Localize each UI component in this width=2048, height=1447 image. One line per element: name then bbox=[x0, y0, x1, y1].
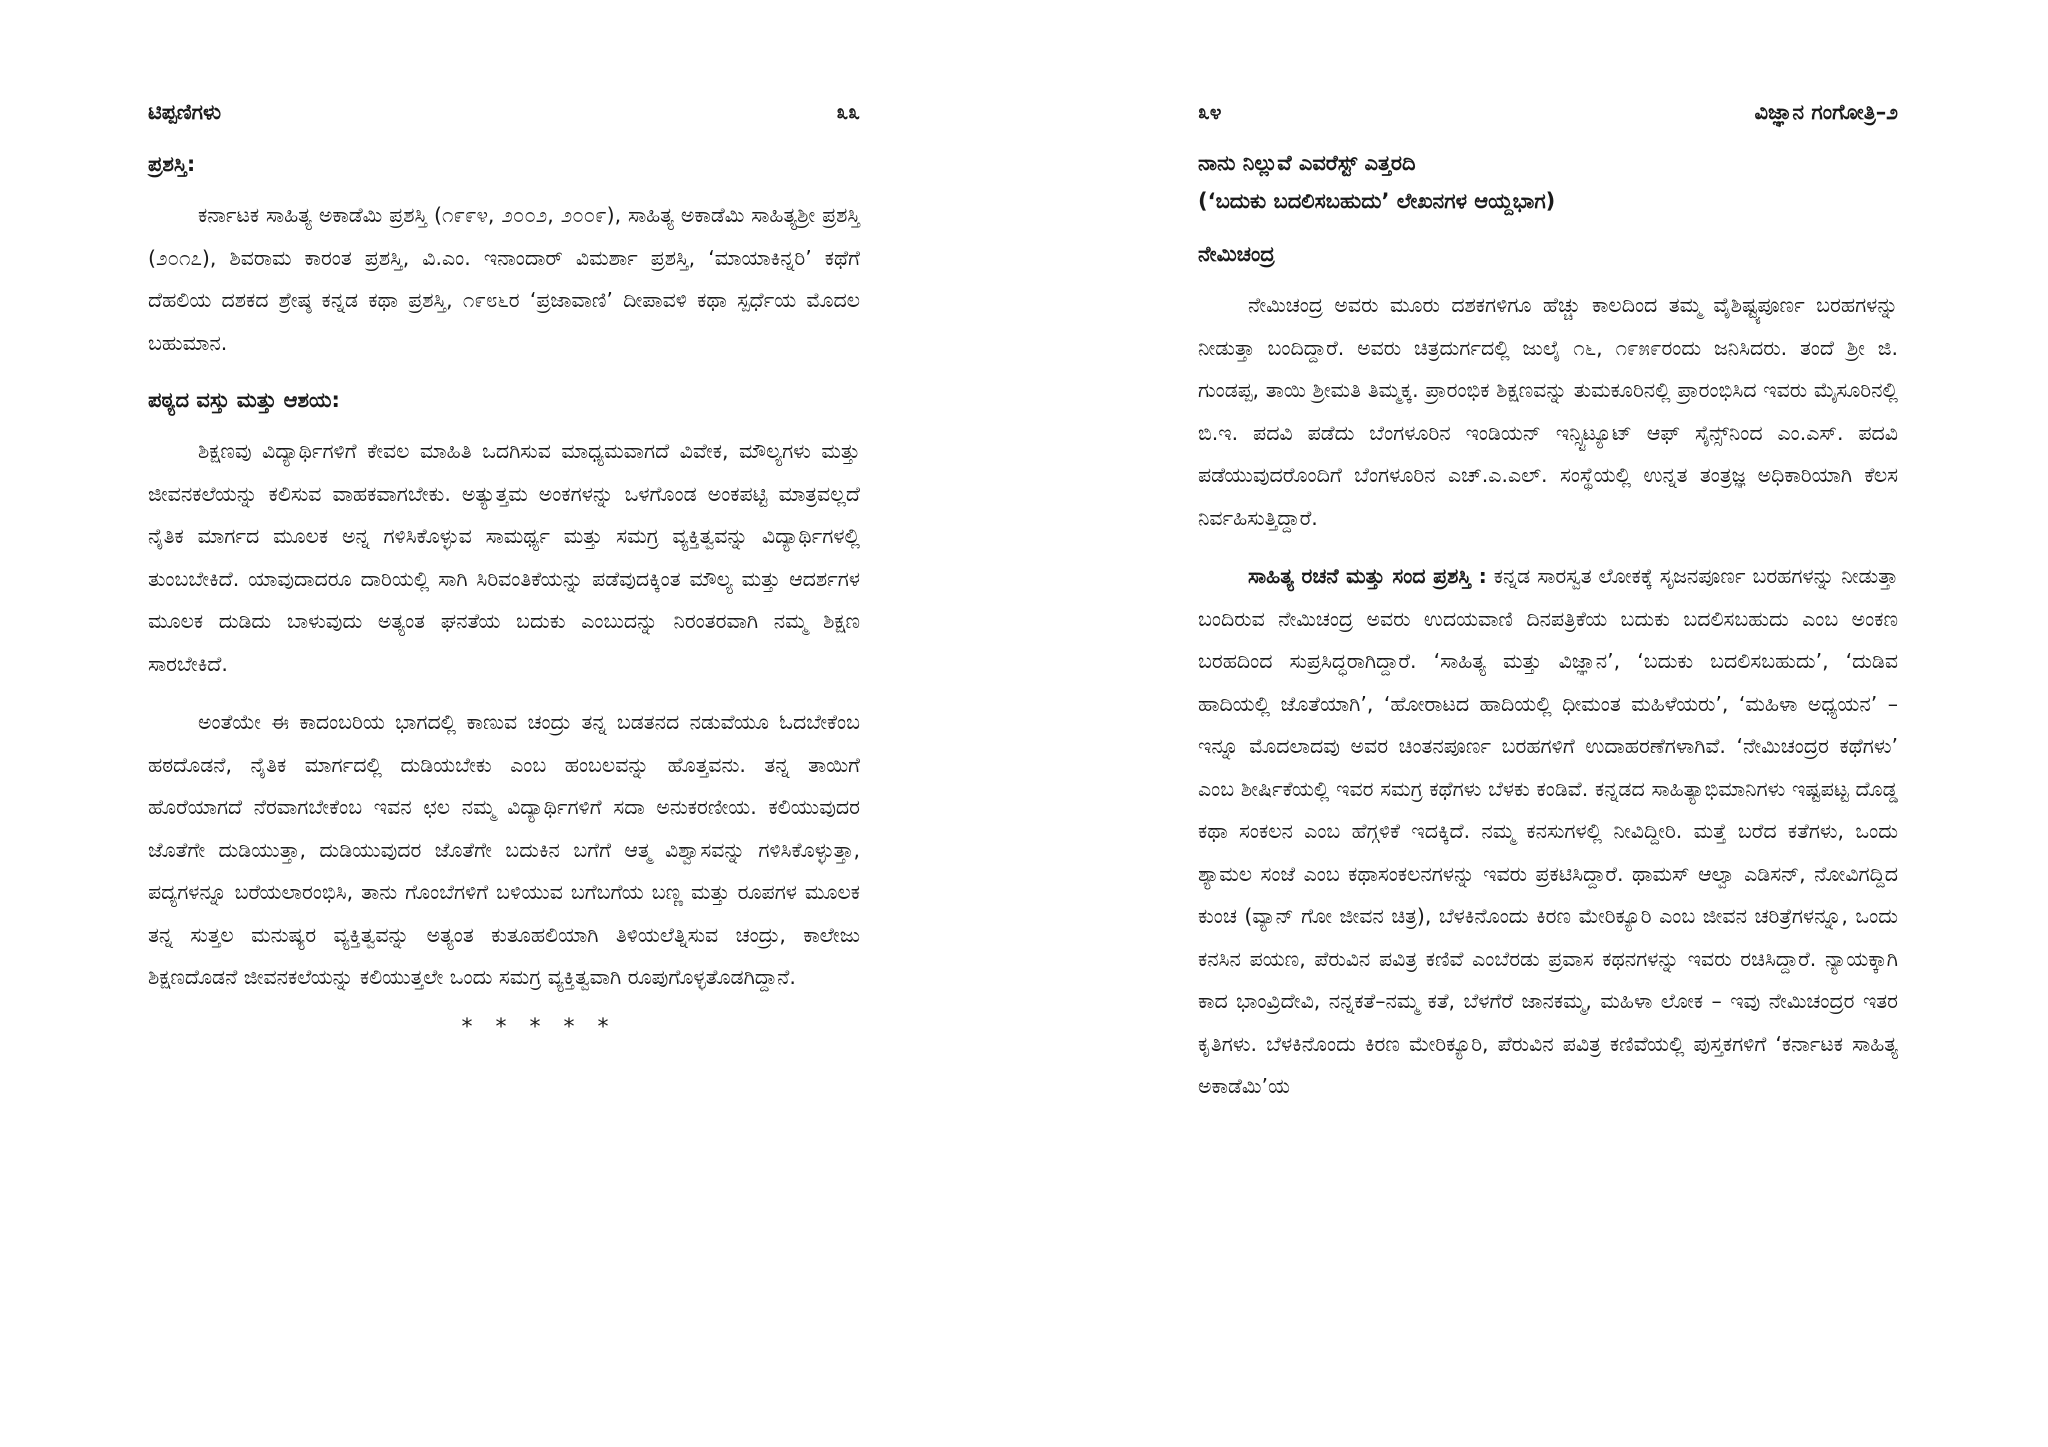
bio-paragraph: ನೇಮಿಚಂದ್ರ ಅವರು ಮೂರು ದಶಕಗಳಿಗೂ ಹೆಚ್ಚು ಕಾಲದಿಂದ ತಮ್ಮ ವೈಶಿಷ್ಟ್ಯಪೂರ್ಣ ಬರಹಗಳನ್ನು ನೀಡುತ್ತಾ ಬಂದಿದ್ದಾರೆ. ಅವರು ಚಿತ್ರದುರ್ಗದಲ್ಲಿ ಜುಲೈ ೧೬, ೧೯೫೯ರಂದು ಜನಿಸಿದರು. ತಂದೆ ಶ್ರೀ ಜಿ. ಗುಂಡಪ್ಪ, ತಾಯಿ ಶ್ರೀಮತಿ ತಿಮ್ಮಕ್ಕ. ಪ್ರಾರಂಭಿಕ ಶಿಕ್ಷಣವನ್ನು ತುಮಕೂರಿನಲ್ಲಿ ಪ್ರಾರಂಭಿಸಿದ ಇವರು ಮೈಸೂರಿನಲ್ಲಿ ಬಿ.ಇ. ಪದವಿ ಪಡೆದು ಬೆಂಗಳೂರಿನ ಇಂಡಿಯನ್ ಇನ್ಸ್ಟಿಟ್ಯೂಟ್ ಆಫ್ ಸೈನ್ಸ್‌ನಿಂದ ಎಂ.ಎಸ್. ಪದವಿ ಪಡೆಯುವುದರೊಂದಿಗೆ ಬೆಂಗಳೂರಿನ ಎಚ್.ಎ.ಎಲ್. ಸಂಸ್ಥೆಯಲ್ಲಿ ಉನ್ನತ ತಂತ್ರಜ್ಞ ಅಧಿಕಾರಿಯಾಗಿ ಕೆಲಸ ನಿರ್ವಹಿಸುತ್ತಿದ್ದಾರೆ. bbox=[1198, 293, 1898, 530]
awards-paragraph: ಕರ್ನಾಟಕ ಸಾಹಿತ್ಯ ಅಕಾಡೆಮಿ ಪ್ರಶಸ್ತಿ (೧೯೯೪, ೨೦೦೨, ೨೦೦೯), ಸಾಹಿತ್ಯ ಅಕಾಡೆಮಿ ಸಾಹಿತ್ಯಶ್ರೀ ಪ್ರಶಸ್ತಿ (೨೦೧೭), ಶಿವರಾಮ ಕಾರಂತ ಪ್ರಶಸ್ತಿ, ವಿ.ಎಂ. ಇನಾಂದಾರ್ ವಿಮರ್ಶಾ ಪ್ರಶಸ್ತಿ, ‘ಮಾಯಾಕಿನ್ನರಿ’ ಕಥೆಗೆ ದೆಹಲಿಯ ದಶಕದ ಶ್ರೇಷ್ಠ ಕನ್ನಡ ಕಥಾ ಪ್ರಶಸ್ತಿ, ೧೯೮೬ರ ‘ಪ್ರಜಾವಾಣಿ’ ದೀಪಾವಳಿ ಕಥಾ ಸ್ಪರ್ಧೆಯ ಮೊದಲ ಬಹುಮಾನ. bbox=[148, 203, 860, 355]
theme-paragraph-2: ಅಂತೆಯೇ ಈ ಕಾದಂಬರಿಯ ಭಾಗದಲ್ಲಿ ಕಾಣುವ ಚಂದ್ರು ತನ್ನ ಬಡತನದ ನಡುವೆಯೂ ಓದಬೇಕೆಂಬ ಹಠದೊಡನೆ, ನೈತಿಕ ಮಾರ್ಗದಲ್ಲಿ ದುಡಿಯಬೇಕು ಎಂಬ ಹಂಬಲವನ್ನು ಹೊತ್ತವನು. ತನ್ನ ತಾಯಿಗೆ ಹೊರೆಯಾಗದೆ ನೆರವಾಗಬೇಕೆಂಬ ಇವನ ಛಲ ನಮ್ಮ ವಿದ್ಯಾರ್ಥಿಗಳಿಗೆ ಸದಾ ಅನುಕರಣೀಯ. ಕಲಿಯುವುದರ ಜೊತೆಗೇ ದುಡಿಯುತ್ತಾ, ದುಡಿಯುವುದರ ಜೊತೆಗೇ ಬದುಕಿನ ಬಗೆಗೆ ಆತ್ಮ ವಿಶ್ವಾಸವನ್ನು ಗಳಿಸಿಕೊಳ್ಳುತ್ತಾ, ಪದ್ಯಗಳನ್ನೂ ಬರೆಯಲಾರಂಭಿಸಿ, ತಾನು ಗೊಂಬೆಗಳಿಗೆ ಬಳಿಯುವ ಬಗೆಬಗೆಯ ಬಣ್ಣ ಮತ್ತು ರೂಪಗಳ ಮೂಲಕ ತನ್ನ ಸುತ್ತಲ ಮನುಷ್ಯರ ವ್ಯಕ್ತಿತ್ವವನ್ನು ಅತ್ಯಂತ ಕುತೂಹಲಿಯಾಗಿ ತಿಳಿಯಲೆತ್ನಿಸುವ ಚಂದ್ರು, ಕಾಲೇಜು ಶಿಕ್ಷಣದೊಡನೆ ಜೀವನಕಲೆಯನ್ನು ಕಲಿಯುತ್ತಲೇ ಒಂದು ಸಮಗ್ರ ವ್ಯಕ್ತಿತ್ವವಾಗಿ ರೂಪುಗೊಳ್ಳತೊಡಗಿದ್ದಾನೆ. bbox=[148, 710, 860, 989]
chapter-subtitle: (‘ಬದುಕು ಬದಲಿಸಬಹುದು’ ಲೇಖನಗಳ ಆಯ್ದಭಾಗ) bbox=[1198, 189, 1556, 213]
left-page bbox=[148, 100, 860, 1040]
right-header-title: ವಿಜ್ಞಾನ ಗಂಗೋತ್ರಿ–೨ bbox=[1754, 100, 1898, 124]
right-page-number: ೩೪ bbox=[1198, 100, 1222, 124]
theme-heading: ಪಠ್ಯದ ವಸ್ತು ಮತ್ತು ಆಶಯ: bbox=[148, 388, 340, 412]
author-heading: ನೇಮಿಚಂದ್ರ bbox=[1198, 242, 1275, 266]
left-header-title: ಟಿಪ್ಪಣಿಗಳು bbox=[148, 100, 222, 124]
works-text: ಕನ್ನಡ ಸಾರಸ್ವತ ಲೋಕಕ್ಕೆ ಸೃಜನಪೂರ್ಣ ಬರಹಗಳನ್ನು ನೀಡುತ್ತಾ ಬಂದಿರುವ ನೇಮಿಚಂದ್ರ ಅವರು ಉದಯವಾಣಿ ದಿನಪತ್ರಿಕೆಯ ಬದುಕು ಬದಲಿಸಬಹುದು ಎಂಬ ಅಂಕಣ ಬರಹದಿಂದ ಸುಪ್ರಸಿದ್ಧರಾಗಿದ್ದಾರೆ. ‘ಸಾಹಿತ್ಯ ಮತ್ತು ವಿಜ್ಞಾನ’, ‘ಬದುಕು ಬದಲಿಸಬಹುದು’, ‘ದುಡಿವ ಹಾದಿಯಲ್ಲಿ ಜೊತೆಯಾಗಿ’, ‘ಹೋರಾಟದ ಹಾದಿಯಲ್ಲಿ ಧೀಮಂತ ಮಹಿಳೆಯರು’, ‘ಮಹಿಳಾ ಅಧ್ಯಯನ’ – ಇನ್ನೂ ಮೊದಲಾದವು ಅವರ ಚಿಂತನಪೂರ್ಣ ಬರಹಗಳಿಗೆ ಉದಾಹರಣೆಗಳಾಗಿವೆ. ‘ನೇಮಿಚಂದ್ರರ ಕಥೆಗಳು’ ಎಂಬ ಶೀರ್ಷಿಕೆಯಲ್ಲಿ ಇವರ ಸಮಗ್ರ ಕಥೆಗಳು ಬೆಳಕು ಕಂಡಿವೆ. ಕನ್ನಡದ ಸಾಹಿತ್ಯಾಭಿಮಾನಿಗಳು ಇಷ್ಟಪಟ್ಟ ದೊಡ್ಡ ಕಥಾ ಸಂಕಲನ ಎಂಬ ಹೆಗ್ಗಳಿಕೆ ಇದಕ್ಕಿದೆ. ನಮ್ಮ ಕನಸುಗಳಲ್ಲಿ ನೀವಿದ್ದೀರಿ. ಮತ್ತೆ ಬರೆದ ಕತೆಗಳು, ಒಂದು ಶ್ಯಾಮಲ ಸಂಜೆ ಎಂಬ ಕಥಾಸಂಕಲನಗಳನ್ನು ಇವರು ಪ್ರಕಟಿಸಿದ್ದಾರೆ. ಥಾಮಸ್ ಆಲ್ವಾ ಎಡಿಸನ್, ನೋವಿಗದ್ದಿದ ಕುಂಚ (ವ್ಯಾನ್ ಗೋ ಜೀವನ ಚಿತ್ರ), ಬೆಳಕಿನೊಂದು ಕಿರಣ ಮೇರಿಕ್ಯೂರಿ ಎಂಬ ಜೀವನ ಚರಿತ್ರೆಗಳನ್ನೂ, ಒಂದು ಕನಸಿನ ಪಯಣ, ಪೆರುವಿನ ಪವಿತ್ರ ಕಣಿವೆ ಎಂಬೆರಡು ಪ್ರವಾಸ ಕಥನಗಳನ್ನು ಇವರು ರಚಿಸಿದ್ದಾರೆ. ನ್ಯಾಯಕ್ಕಾಗಿ ಕಾದ ಭಾಂವ್ರಿದೇವಿ, ನನ್ನಕತೆ–ನಮ್ಮ ಕತೆ, ಬೆಳಗೆರೆ ಜಾನಕಮ್ಮ, ಮಹಿಳಾ ಲೋಕ – ಇವು ನೇಮಿಚಂದ್ರರ ಇತರ ಕೃತಿಗಳು. ಬೆಳಕಿನೊಂದು ಕಿರಣ ಮೇರಿಕ್ಯೂರಿ, ಪೆರುವಿನ ಪವಿತ್ರ ಕಣಿವೆಯಲ್ಲಿ ಪುಸ್ತಕಗಳಿಗೆ ‘ಕರ್ನಾಟಕ ಸಾಹಿತ್ಯ ಅಕಾಡೆಮಿ’ಯ bbox=[1198, 564, 1898, 1098]
awards-heading: ಪ್ರಶಸ್ತಿ: bbox=[148, 152, 196, 176]
right-page bbox=[1198, 100, 1898, 1124]
theme-paragraph-1: ಶಿಕ್ಷಣವು ವಿದ್ಯಾರ್ಥಿಗಳಿಗೆ ಕೇವಲ ಮಾಹಿತಿ ಒದಗಿಸುವ ಮಾಧ್ಯಮವಾಗದೆ ವಿವೇಕ, ಮೌಲ್ಯಗಳು ಮತ್ತು ಜೀವನಕಲೆಯನ್ನು ಕಲಿಸುವ ವಾಹಕವಾಗಬೇಕು. ಅತ್ಯುತ್ತಮ ಅಂಕಗಳನ್ನು ಒಳಗೊಂಡ ಅಂಕಪಟ್ಟಿ ಮಾತ್ರವಲ್ಲದೆ ನೈತಿಕ ಮಾರ್ಗದ ಮೂಲಕ ಅನ್ನ ಗಳಿಸಿಕೊಳ್ಳುವ ಸಾಮರ್ಥ್ಯ ಮತ್ತು ಸಮಗ್ರ ವ್ಯಕ್ತಿತ್ವವನ್ನು ವಿದ್ಯಾರ್ಥಿಗಳಲ್ಲಿ ತುಂಬಬೇಕಿದೆ. ಯಾವುದಾದರೂ ದಾರಿಯಲ್ಲಿ ಸಾಗಿ ಸಿರಿವಂತಿಕೆಯನ್ನು ಪಡೆವುದಕ್ಕಿಂತ ಮೌಲ್ಯ ಮತ್ತು ಆದರ್ಶಗಳ ಮೂಲಕ ದುಡಿದು ಬಾಳುವುದು ಅತ್ಯಂತ ಘನತೆಯ ಬದುಕು ಎಂಬುದನ್ನು ನಿರಂತರವಾಗಿ ನಮ್ಮ ಶಿಕ್ಷಣ ಸಾರಬೇಕಿದೆ. bbox=[148, 439, 860, 676]
chapter-title: ನಾನು ನಿಲ್ಲುವೆ ಎವರೆಸ್ಟ್ ಎತ್ತರದಿ bbox=[1198, 151, 1416, 175]
works-lead: ಸಾಹಿತ್ಯ ರಚನೆ ಮತ್ತು ಸಂದ ಪ್ರಶಸ್ತಿ : bbox=[1248, 564, 1487, 588]
right-running-head bbox=[1198, 100, 1898, 134]
end-mark: * * * * * bbox=[461, 1014, 617, 1040]
works-paragraph bbox=[1198, 555, 1898, 1108]
chapter-title-block bbox=[1198, 144, 1898, 220]
left-running-head bbox=[148, 100, 860, 134]
left-page-number: ೩೩ bbox=[836, 100, 860, 124]
